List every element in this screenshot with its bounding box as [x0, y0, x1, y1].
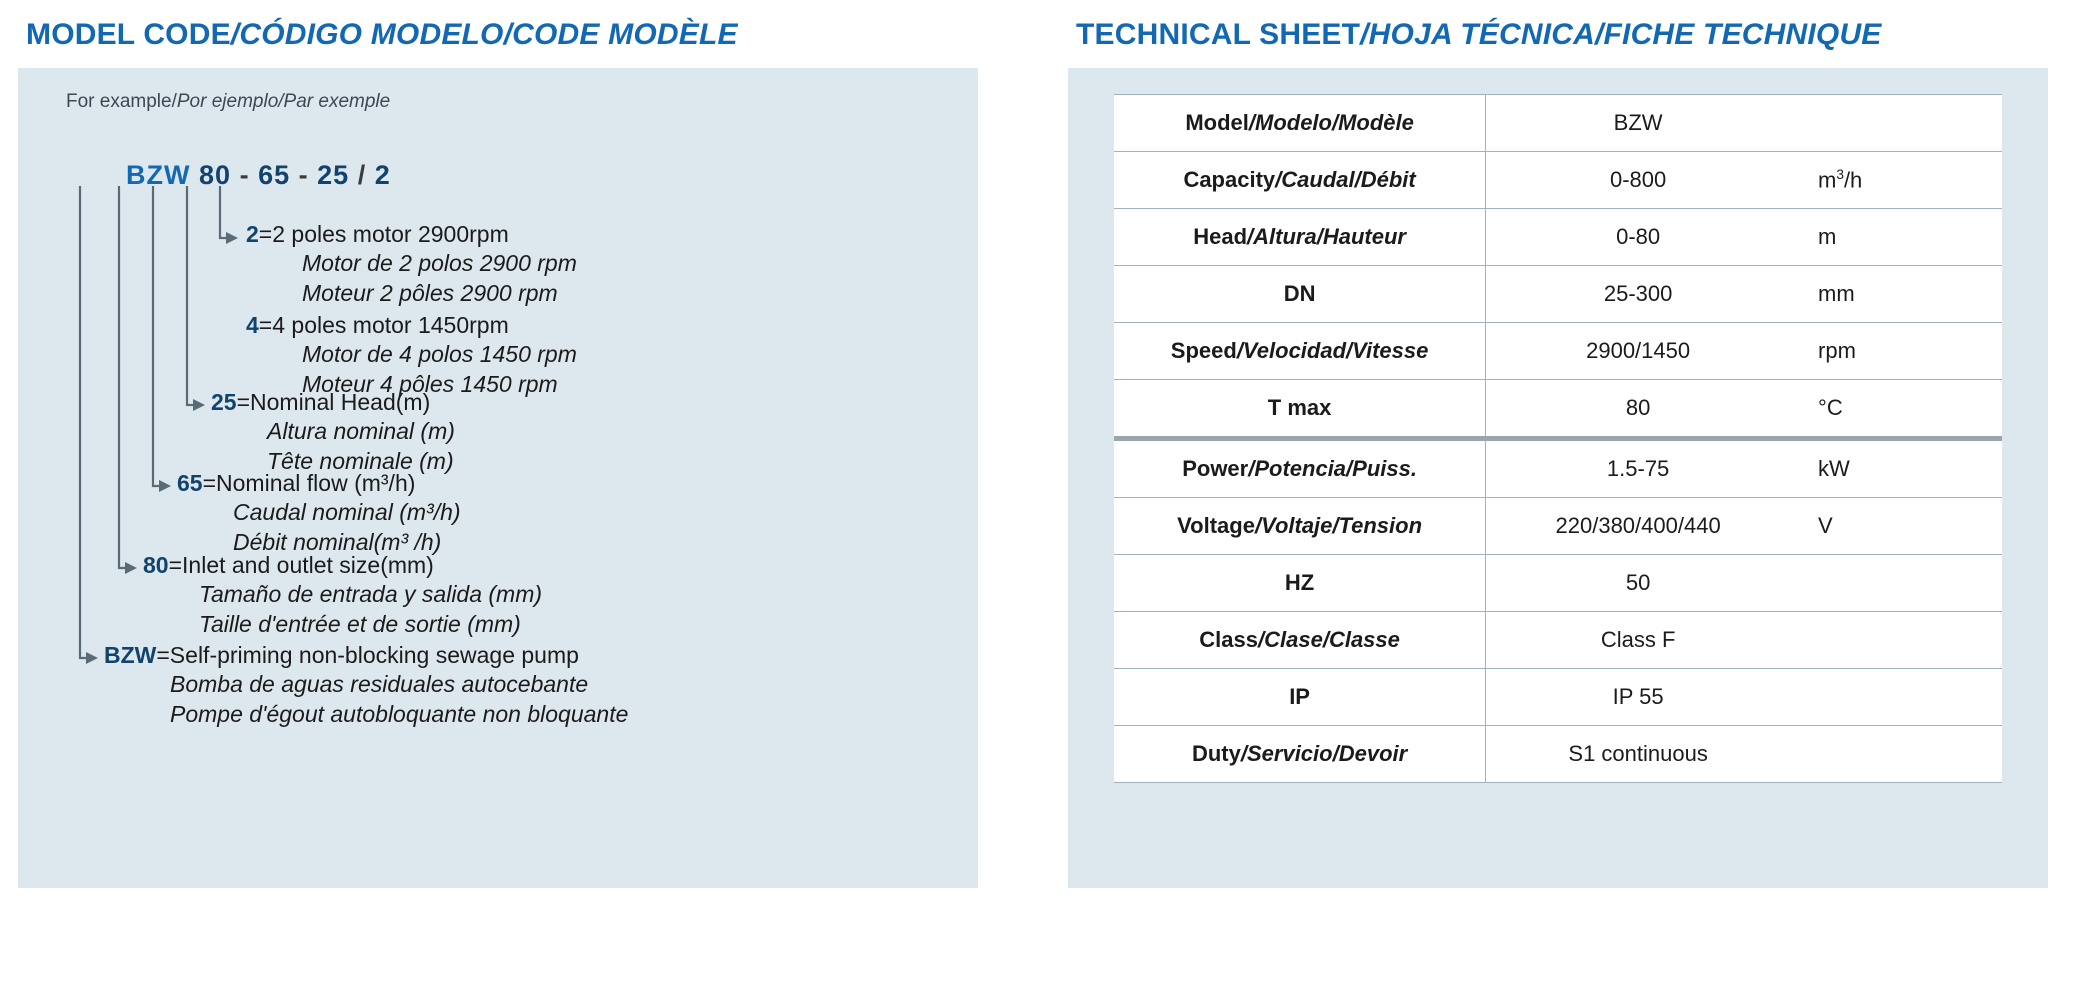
technical-sheet-title-rest: /HOJA TÉCNICA/FICHE TECHNIQUE — [1360, 18, 1882, 51]
code-entry-65-line2: Caudal nominal (m³/h) — [233, 499, 461, 526]
row-label-bold: T max — [1267, 395, 1332, 420]
row-value: S1 continuous — [1486, 726, 1790, 783]
row-unit: m — [1790, 209, 2002, 266]
code-entry-80 — [143, 551, 542, 639]
row-value: IP 55 — [1486, 669, 1790, 726]
row-label — [1114, 439, 1486, 498]
code-token-p3: 25 — [317, 160, 350, 190]
row-label-ital: /Caudal/Débit — [1275, 167, 1416, 192]
technical-sheet-section — [1068, 18, 2058, 888]
example-label-line1: For example/ — [66, 91, 177, 112]
example-label-line1-ital: Por ejemplo/Par — [176, 91, 314, 112]
row-label-bold: Voltage — [1177, 513, 1255, 538]
row-label-ital: /Altura/Hauteur — [1247, 224, 1406, 249]
code-entry-4-line3: Moteur 4 pôles 1450 rpm — [302, 370, 558, 397]
code-entry-bzw-key: BZW — [104, 642, 157, 668]
table-row — [1114, 152, 2002, 209]
row-unit: kW — [1790, 439, 2002, 498]
table-row — [1114, 439, 2002, 498]
example-label-line2: exemple — [318, 91, 391, 112]
example-label — [66, 88, 446, 116]
row-label — [1114, 726, 1486, 783]
row-label — [1114, 612, 1486, 669]
row-value: BZW — [1486, 95, 1790, 152]
row-label-ital: /Clase/Classe — [1258, 627, 1400, 652]
code-entry-80-line1: =Inlet and outlet size(mm) — [168, 552, 434, 578]
code-entry-2-line3: Moteur 2 pôles 2900 rpm — [302, 279, 558, 306]
table-row — [1114, 95, 2002, 152]
code-token-p2: 65 — [258, 160, 291, 190]
code-entry-bzw — [104, 641, 628, 729]
row-unit: mm — [1790, 266, 2002, 323]
code-entry-2-line2: Motor de 2 polos 2900 rpm — [302, 250, 577, 277]
code-entry-80-line3: Taille d'entrée et de sortie (mm) — [199, 610, 521, 637]
code-entry-2 — [246, 220, 577, 308]
technical-sheet-title-main: TECHNICAL SHEET — [1076, 18, 1361, 51]
table-row — [1114, 323, 2002, 380]
row-label-bold: IP — [1289, 684, 1310, 709]
table-row — [1114, 266, 2002, 323]
technical-sheet-title — [1076, 18, 2058, 52]
model-code-title-main: MODEL CODE — [26, 18, 231, 51]
row-unit: °C — [1790, 380, 2002, 439]
row-unit — [1790, 612, 2002, 669]
technical-sheet-table — [1114, 94, 2002, 783]
row-value: 50 — [1486, 555, 1790, 612]
row-label-bold: Speed — [1170, 338, 1237, 363]
row-label — [1114, 380, 1486, 439]
code-entry-bzw-line2: Bomba de aguas residuales autocebante — [170, 671, 589, 698]
row-label — [1114, 669, 1486, 726]
code-entry-25 — [211, 388, 455, 476]
row-label-bold: Power — [1182, 456, 1249, 481]
model-code-title-rest: /CÓDIGO MODELO/CODE MODÈLE — [230, 18, 738, 51]
table-row — [1114, 669, 2002, 726]
table-row — [1114, 726, 2002, 783]
code-token-p1: 80 — [199, 160, 232, 190]
code-entry-25-key: 25 — [211, 389, 237, 415]
row-unit — [1790, 555, 2002, 612]
code-entry-80-key: 80 — [143, 552, 169, 578]
code-entry-2-line1: =2 poles motor 2900rpm — [258, 221, 509, 247]
row-label — [1114, 555, 1486, 612]
code-entry-65 — [177, 469, 461, 557]
table-row — [1114, 612, 2002, 669]
table-row — [1114, 209, 2002, 266]
code-entry-4-key: 4 — [246, 312, 259, 338]
row-value: Class F — [1486, 612, 1790, 669]
row-unit: rpm — [1790, 323, 2002, 380]
connector-lines — [18, 68, 978, 888]
row-value: 2900/1450 — [1486, 323, 1790, 380]
code-entry-25-line2: Altura nominal (m) — [267, 418, 455, 445]
code-entry-25-line3: Tête nominale (m) — [267, 447, 454, 474]
table-row — [1114, 498, 2002, 555]
row-label-bold: HZ — [1284, 570, 1315, 595]
row-value: 220/380/400/440 — [1486, 498, 1790, 555]
table-row — [1114, 380, 2002, 439]
row-label — [1114, 498, 1486, 555]
code-token-dash-1: - — [239, 160, 250, 190]
code-token-dash-2: - — [298, 160, 309, 190]
code-entry-4-line2: Motor de 4 polos 1450 rpm — [302, 341, 577, 368]
row-value: 80 — [1486, 380, 1790, 439]
model-code-panel — [18, 68, 978, 888]
code-entry-bzw-line3: Pompe d'égout autobloquante non bloquante — [170, 700, 629, 727]
row-label-bold: Duty — [1191, 741, 1241, 766]
model-code-title — [26, 18, 998, 52]
row-label-bold: Model — [1185, 110, 1249, 135]
code-token-brand: BZW — [126, 160, 191, 190]
row-label — [1114, 152, 1486, 209]
row-value: 0-80 — [1486, 209, 1790, 266]
row-label-bold: DN — [1283, 281, 1316, 306]
row-label — [1114, 95, 1486, 152]
technical-sheet-panel — [1068, 68, 2048, 888]
row-value: 25-300 — [1486, 266, 1790, 323]
model-code-example — [126, 160, 391, 191]
row-label — [1114, 266, 1486, 323]
table-row — [1114, 555, 2002, 612]
row-label-bold: Head — [1193, 224, 1248, 249]
code-entry-80-line2: Tamaño de entrada y salida (mm) — [199, 581, 543, 608]
code-entry-4 — [246, 311, 577, 399]
code-entry-65-line3: Débit nominal(m³ /h) — [233, 528, 442, 555]
row-label-ital: /Velocidad/Vitesse — [1236, 338, 1429, 363]
row-label-ital: /Voltaje/Tension — [1254, 513, 1423, 538]
row-label-bold: Capacity — [1183, 167, 1276, 192]
row-value: 1.5-75 — [1486, 439, 1790, 498]
code-entry-4-line1: =4 poles motor 1450rpm — [258, 312, 509, 338]
row-label-ital: /Modelo/Modèle — [1248, 110, 1414, 135]
row-unit — [1790, 669, 2002, 726]
row-label-ital: /Potencia/Puiss. — [1248, 456, 1417, 481]
row-unit: $m^3/h$ — [1790, 152, 2002, 209]
row-label — [1114, 323, 1486, 380]
row-value: 0-800 — [1486, 152, 1790, 209]
row-label-ital: /Servicio/Devoir — [1240, 741, 1408, 766]
code-token-slash: / — [357, 160, 367, 190]
code-entry-2-key: 2 — [246, 221, 259, 247]
code-token-p4: 2 — [374, 160, 391, 190]
code-entry-65-line1: =Nominal flow (m³/h) — [202, 470, 416, 496]
model-code-section — [18, 18, 998, 888]
code-entry-25-line1: =Nominal Head(m) — [236, 389, 431, 415]
row-unit — [1790, 95, 2002, 152]
code-entry-bzw-line1: =Self-priming non-blocking sewage pump — [156, 642, 579, 668]
row-unit — [1790, 726, 2002, 783]
row-unit: V — [1790, 498, 2002, 555]
code-entry-65-key: 65 — [177, 470, 203, 496]
row-label — [1114, 209, 1486, 266]
row-label-bold: Class — [1199, 627, 1259, 652]
